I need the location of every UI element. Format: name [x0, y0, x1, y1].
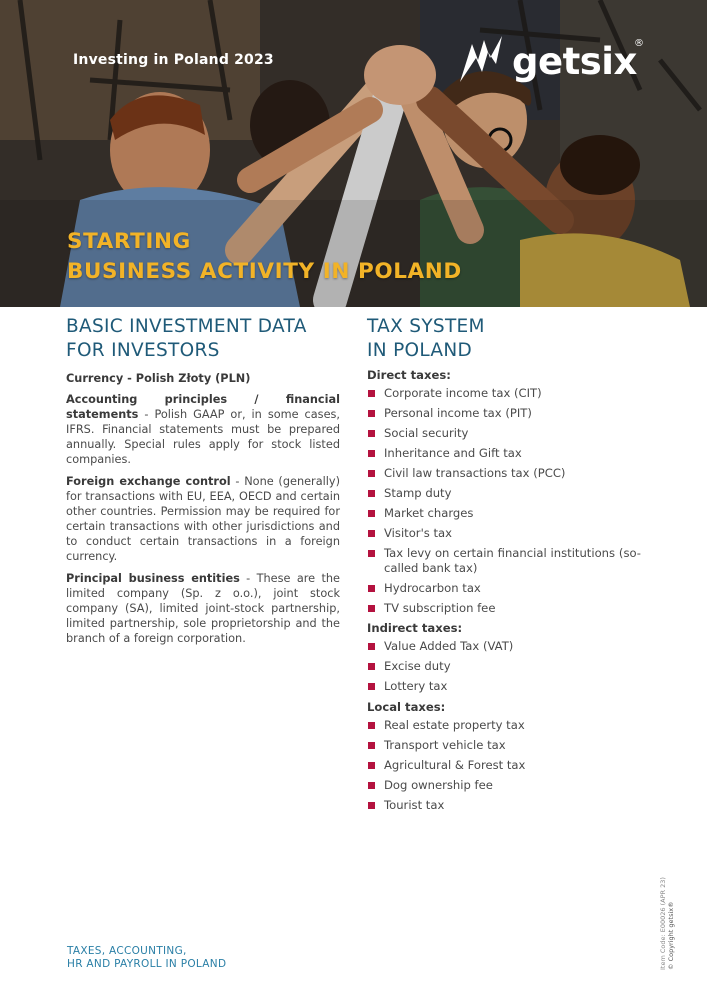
- list-item: TV subscription fee: [367, 601, 641, 616]
- list-item: Stamp duty: [367, 486, 641, 501]
- list-item: Real estate property tax: [367, 718, 641, 733]
- document-label: Investing in Poland 2023: [73, 52, 274, 68]
- logo-arrow-icon: [458, 34, 514, 86]
- list-item: Tourist tax: [367, 798, 641, 813]
- text-business-entities: - These are the limited company (Sp. z o.o.), joint stock company (SA), limited joint-stock partnership, limited partnership, sole proprietorship and the branch of a foreign corporation.: [66, 572, 340, 645]
- list-item: Excise duty: [367, 659, 641, 674]
- list-item: Personal income tax (PIT): [367, 406, 641, 421]
- list-item: Market charges: [367, 506, 641, 521]
- heading-line2: IN POLAND: [367, 340, 473, 361]
- direct-taxes-label: Direct taxes:: [367, 368, 451, 382]
- footer-series-title: [67, 945, 226, 971]
- tax-system-heading: [367, 315, 641, 363]
- hero-title-line2: BUSINESS ACTIVITY IN POLAND: [67, 259, 462, 284]
- list-item: Transport vehicle tax: [367, 738, 641, 753]
- list-item: Inheritance and Gift tax: [367, 446, 641, 461]
- term-business-entities: Principal business entities: [66, 572, 240, 585]
- indirect-taxes-list: [367, 639, 641, 694]
- term-accounting: Accounting principles / financial statements: [66, 393, 340, 421]
- registered-mark: ®: [634, 38, 644, 49]
- currency-line: Currency - Polish Złoty (PLN): [66, 372, 251, 385]
- footer-line2: HR AND PAYROLL IN POLAND: [67, 958, 227, 970]
- copyright-notice: © Copyright getsix®: [667, 901, 675, 970]
- list-item: Dog ownership fee: [367, 778, 641, 793]
- list-item: Lottery tax: [367, 679, 641, 694]
- heading-line1: TAX SYSTEM: [367, 316, 485, 337]
- hero-title: [67, 227, 462, 287]
- paragraph-business-entities: [66, 571, 340, 646]
- logo-wordmark: getsix: [512, 40, 637, 83]
- paragraph-accounting: [66, 392, 340, 467]
- text-foreign-exchange: - None (generally) for transactions with EU, EEA, OECD and certain other countries. Permission may be required for certain transactions with other jurisdictions and to conduct certain transactions in a foreign currency.: [66, 475, 340, 563]
- heading-line2: FOR INVESTORS: [66, 340, 220, 361]
- list-item: Tax levy on certain financial institutions (so-called bank tax): [367, 546, 641, 576]
- list-item: Value Added Tax (VAT): [367, 639, 641, 654]
- item-code: Item Code: E00026 (APR 23): [659, 877, 667, 970]
- paragraph-foreign-exchange: [66, 474, 340, 564]
- hero-banner: [0, 0, 707, 307]
- list-item: Civil law transactions tax (PCC): [367, 466, 641, 481]
- heading-line1: BASIC INVESTMENT DATA: [66, 316, 307, 337]
- list-item: Hydrocarbon tax: [367, 581, 641, 596]
- local-taxes-list: [367, 718, 641, 813]
- investment-data-heading: [66, 315, 340, 363]
- list-item: Agricultural & Forest tax: [367, 758, 641, 773]
- direct-taxes-list: [367, 386, 641, 616]
- text-accounting: - Polish GAAP or, in some cases, IFRS. Financial statements must be prepared annually. Special rules apply for stock listed companies.: [66, 408, 340, 466]
- footer-line1: TAXES, ACCOUNTING,: [67, 945, 187, 957]
- list-item: Visitor's tax: [367, 526, 641, 541]
- local-taxes-label: Local taxes:: [367, 700, 446, 714]
- term-foreign-exchange: Foreign exchange control: [66, 475, 231, 488]
- hero-title-line1: STARTING: [67, 229, 191, 254]
- list-item: Corporate income tax (CIT): [367, 386, 641, 401]
- indirect-taxes-label: Indirect taxes:: [367, 621, 463, 635]
- item-code-vertical: [659, 850, 675, 970]
- getsix-logo: [458, 34, 648, 90]
- investment-data-column: [66, 315, 340, 653]
- tax-system-column: [367, 315, 641, 818]
- list-item: Social security: [367, 426, 641, 441]
